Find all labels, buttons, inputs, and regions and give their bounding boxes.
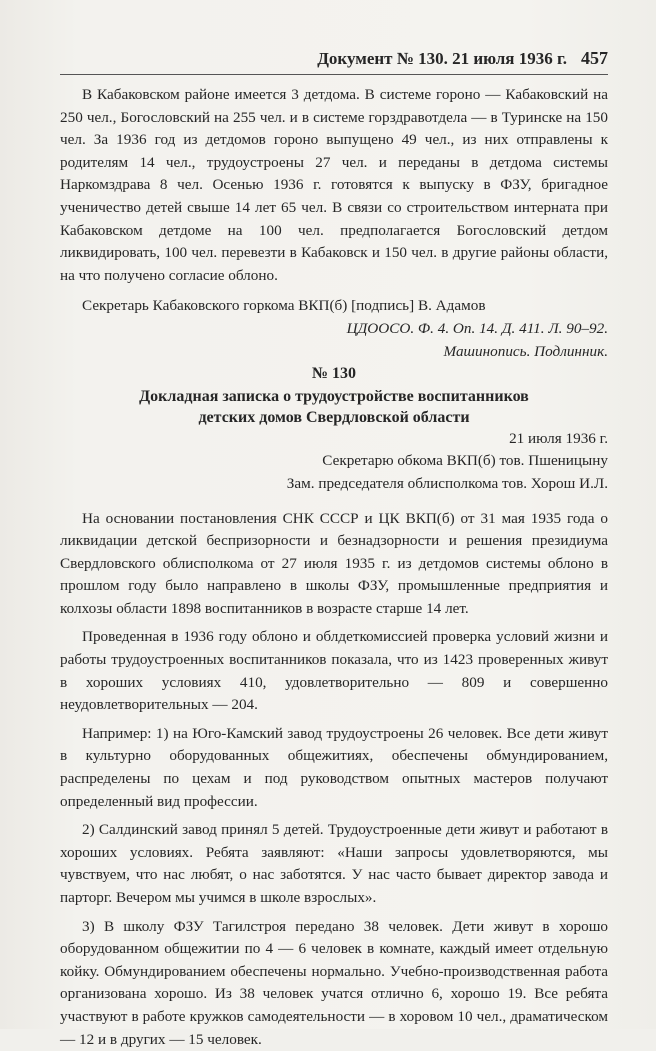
document-title <box>60 386 608 428</box>
prev-doc-paragraph: В Кабаковском районе имеется 3 детдома. В системе гороно — Кабаковский на 250 чел., Богословский на 255 чел. и в системе горздравотдела — в Туринске на 150 чел. За 1936 год из детдомов гороно выпущено 49 чел., из них отправлены к родителям 14 чел., трудоустроены 27 чел. и переданы в детдома системы Наркомздрава 8 чел. Осенью 1936 г. готовятся к выпуску в ФЗУ, бригадное ученичество детей свыше 14 лет 65 чел. В связи со строительством интерната при Кабаковском детдоме на 100 чел. предполагается Богословский детдом ликвидировать, 100 чел. перевезти в Кабаковск и 150 чел. в другие районы области, на что получено согласие облоно. <box>60 86 608 284</box>
body-paragraph-1: На основании постановления СНК СССР и ЦК ВКП(б) от 31 мая 1935 года о ликвидации детской беспризорности и безнадзорности и решения президиума Свердловского облисполкома от 27 июля 1935 г. из детдомов системы облоно в прошлом году было направлено в школы ФЗУ, промышленные предприятия и колхозы области 1898 воспитанников в возрасте старше 14 лет. <box>60 509 608 617</box>
document-title-line1: Докладная записка о трудоустройстве воспитанников <box>139 387 529 405</box>
page-body <box>60 84 608 1051</box>
addressee-2: Зам. председателя облисполкома тов. Хорош И.Л. <box>286 474 608 492</box>
page-number: 457 <box>581 48 608 68</box>
header-title: Документ № 130. 21 июля 1936 г. <box>317 49 567 68</box>
archive-note-text: Машинопись. Подлинник. <box>443 342 608 360</box>
prev-doc-signature: Секретарь Кабаковского горкома ВКП(б) [подпись] В. Адамов <box>82 297 486 315</box>
body-paragraph-4: 2) Салдинский завод принял 5 детей. Трудоустроенные дети живут и работают в хороших условиях. Ребята заявляют: «Наши запросы удовлетворяются, мы чувствуем, что нас любят, о нас заботятся. У нас часто бывает директор завода и парторг. Вечером мы учимся в школе взрослых». <box>60 821 608 906</box>
document-title-line2: детских домов Свердловской области <box>198 408 470 426</box>
archive-reference <box>60 318 608 363</box>
body-paragraph-5: 3) В школу ФЗУ Тагилстроя передано 38 человек. Дети живут в хорошо оборудованном общежитии по 4 — 6 человек в комнате, каждый имеет отдельную койку. Обмундированием обеспечены нормально. Учебно-производственная работа организована хорошо. Из 38 человек учатся отлично 6, хорошо 19. Все ребята участвуют в работе кружков самодеятельности — в хоровом 10 чел., драматическом — 12 и в других — 15 человек. <box>60 917 608 1048</box>
document-number: № 130 <box>311 365 357 383</box>
addressee-1: Секретарю обкома ВКП(б) тов. Пшеницыну <box>322 452 608 470</box>
body-paragraph-3: Например: 1) на Юго-Камский завод трудоустроены 26 человек. Все дети живут в культурно оборудованных общежитиях, обеспечены обмундированием, распределены по цехам и под руководством опытных мастеров получают определенный вид профессии. <box>60 724 608 810</box>
document-date: 21 июля 1936 г. <box>509 429 608 447</box>
running-header <box>60 48 608 69</box>
archive-ref-text: ЦДООСО. Ф. 4. Оп. 14. Д. 411. Л. 90–92. <box>346 319 608 337</box>
header-divider <box>60 74 608 75</box>
body-paragraph-2: Проведенная в 1936 году облоно и облдеткомиссией проверка условий жизни и работы трудоустроенных воспитанников показала, что из 1423 проверенных живут в хороших условиях 410, удовлетворительно — 809 и совершенно неудовлетворительных — 204. <box>60 628 608 714</box>
